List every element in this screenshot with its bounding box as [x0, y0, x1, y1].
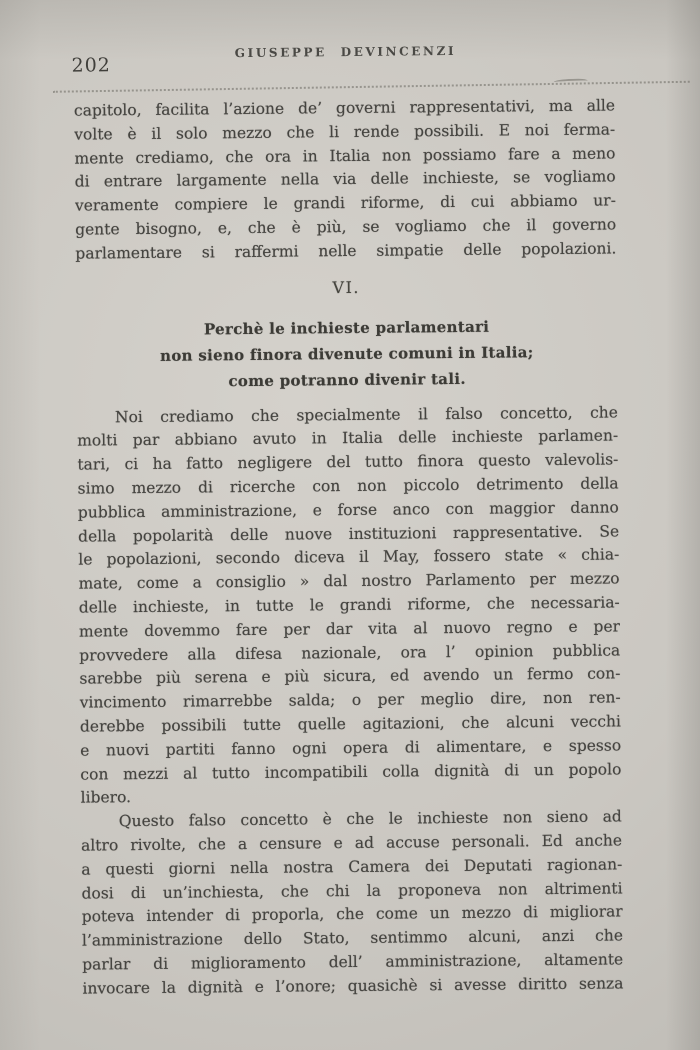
text-line: l’amministrazione dello Stato, sentimmo alcuni, anzi che [81, 926, 624, 950]
paragraph-1 [74, 94, 617, 266]
section-title-line: come potranno divenir tali. [228, 369, 466, 390]
text-line: Questo falso concetto è che le inchieste non sieno ad [118, 807, 622, 831]
text-line: poteva intender di proporla, che come un mezzo di migliorar [81, 902, 623, 926]
text-line: gente bisogno, e, che è più, se vogliamo che il governo [75, 215, 617, 239]
text-line: tari, ci ha fatto negligere del tutto finora questo valevolis- [77, 450, 619, 474]
text-line: altro rivolte, che a censure e ad accuse personali. Ed anche [80, 831, 623, 855]
text-line: invocare la dignità e l’onore; quasichè si avesse diritto senza [82, 974, 624, 998]
text-line: le popolazioni, secondo diceva il May, fossero state « chia- [78, 545, 620, 569]
text-line: mente dovemmo fare per dar vita al nuovo regno e per [78, 617, 621, 641]
section-title-line: non sieno finora divenute comuni in Italia; [160, 342, 534, 365]
page-number: 202 [71, 54, 111, 77]
paragraph-3 [81, 806, 624, 1002]
section-title-line: Perchè le inchieste parlamentari [203, 317, 490, 338]
text-line: molti par abbiano avuto in Italia delle inchieste parlamen- [77, 426, 619, 450]
text-line: parlamentare si raffermi nelle simpatie delle popolazioni. [75, 239, 617, 263]
text-line: sarebbe più serena e più sicura, ed avendo un fermo con- [79, 664, 621, 688]
section-title [76, 312, 618, 395]
paragraph-2 [77, 401, 622, 811]
text-line: vincimento rimarrebbe salda; o per meglio dire, non ren- [79, 688, 621, 712]
text-line: veramente compiere le grandi riforme, di cui abbiamo ur- [74, 191, 616, 215]
text-line: e nuovi partiti fanno ogni opera di alimentare, e spesso [80, 736, 622, 760]
body-text [74, 94, 624, 1001]
text-line: a questi giorni nella nostra Camera dei Deputati ragionan- [81, 855, 623, 879]
text-line: derebbe possibili tutte quelle agitazioni, che alcuni vecchi [79, 712, 621, 736]
header-dotted-rule [53, 81, 690, 93]
text-line: provvedere alla difesa nazionale, ora l’ opinion pubblica [79, 640, 621, 665]
text-line: libero. [80, 788, 132, 807]
text-line: pubblica amministrazione, e forse anco con maggior danno [77, 498, 619, 522]
text-line: di entrare largamente nella via delle inchieste, se vogliamo [74, 167, 616, 192]
text-line: mente crediamo, che ora in Italia non possiamo fare a meno [74, 144, 616, 168]
text-line: delle inchieste, in tutte le grandi riforme, che necessaria- [78, 593, 620, 617]
text-line: parlar di miglioramento dell’ amministrazione, altamente [82, 950, 624, 974]
text-line: mate, come a consiglio » dal nostro Parlamento per mezzo [78, 569, 620, 593]
section-number: VI. [332, 277, 361, 297]
text-line: dosi di un’inchiesta, che chi la proponeva non altrimenti [81, 878, 623, 903]
text-line: simo mezzo di ricerche con non piccolo detrimento della [77, 474, 619, 498]
text-line: con mezzi al tutto incompatibili colla dignità di un popolo [80, 759, 622, 784]
text-line: volte è il solo mezzo che li rende possibili. E noi ferma- [74, 120, 616, 144]
text-line: capitolo, facilita l’azione de’ governi rappresentativi, ma alle [73, 96, 616, 120]
text-line: della popolarità delle nuove instituzioni rappresentative. Se [78, 521, 620, 546]
running-head: GIUSEPPE DEVINCENZI [234, 43, 457, 61]
text-line: Noi crediamo che specialmente il falso concetto, che [114, 403, 619, 426]
